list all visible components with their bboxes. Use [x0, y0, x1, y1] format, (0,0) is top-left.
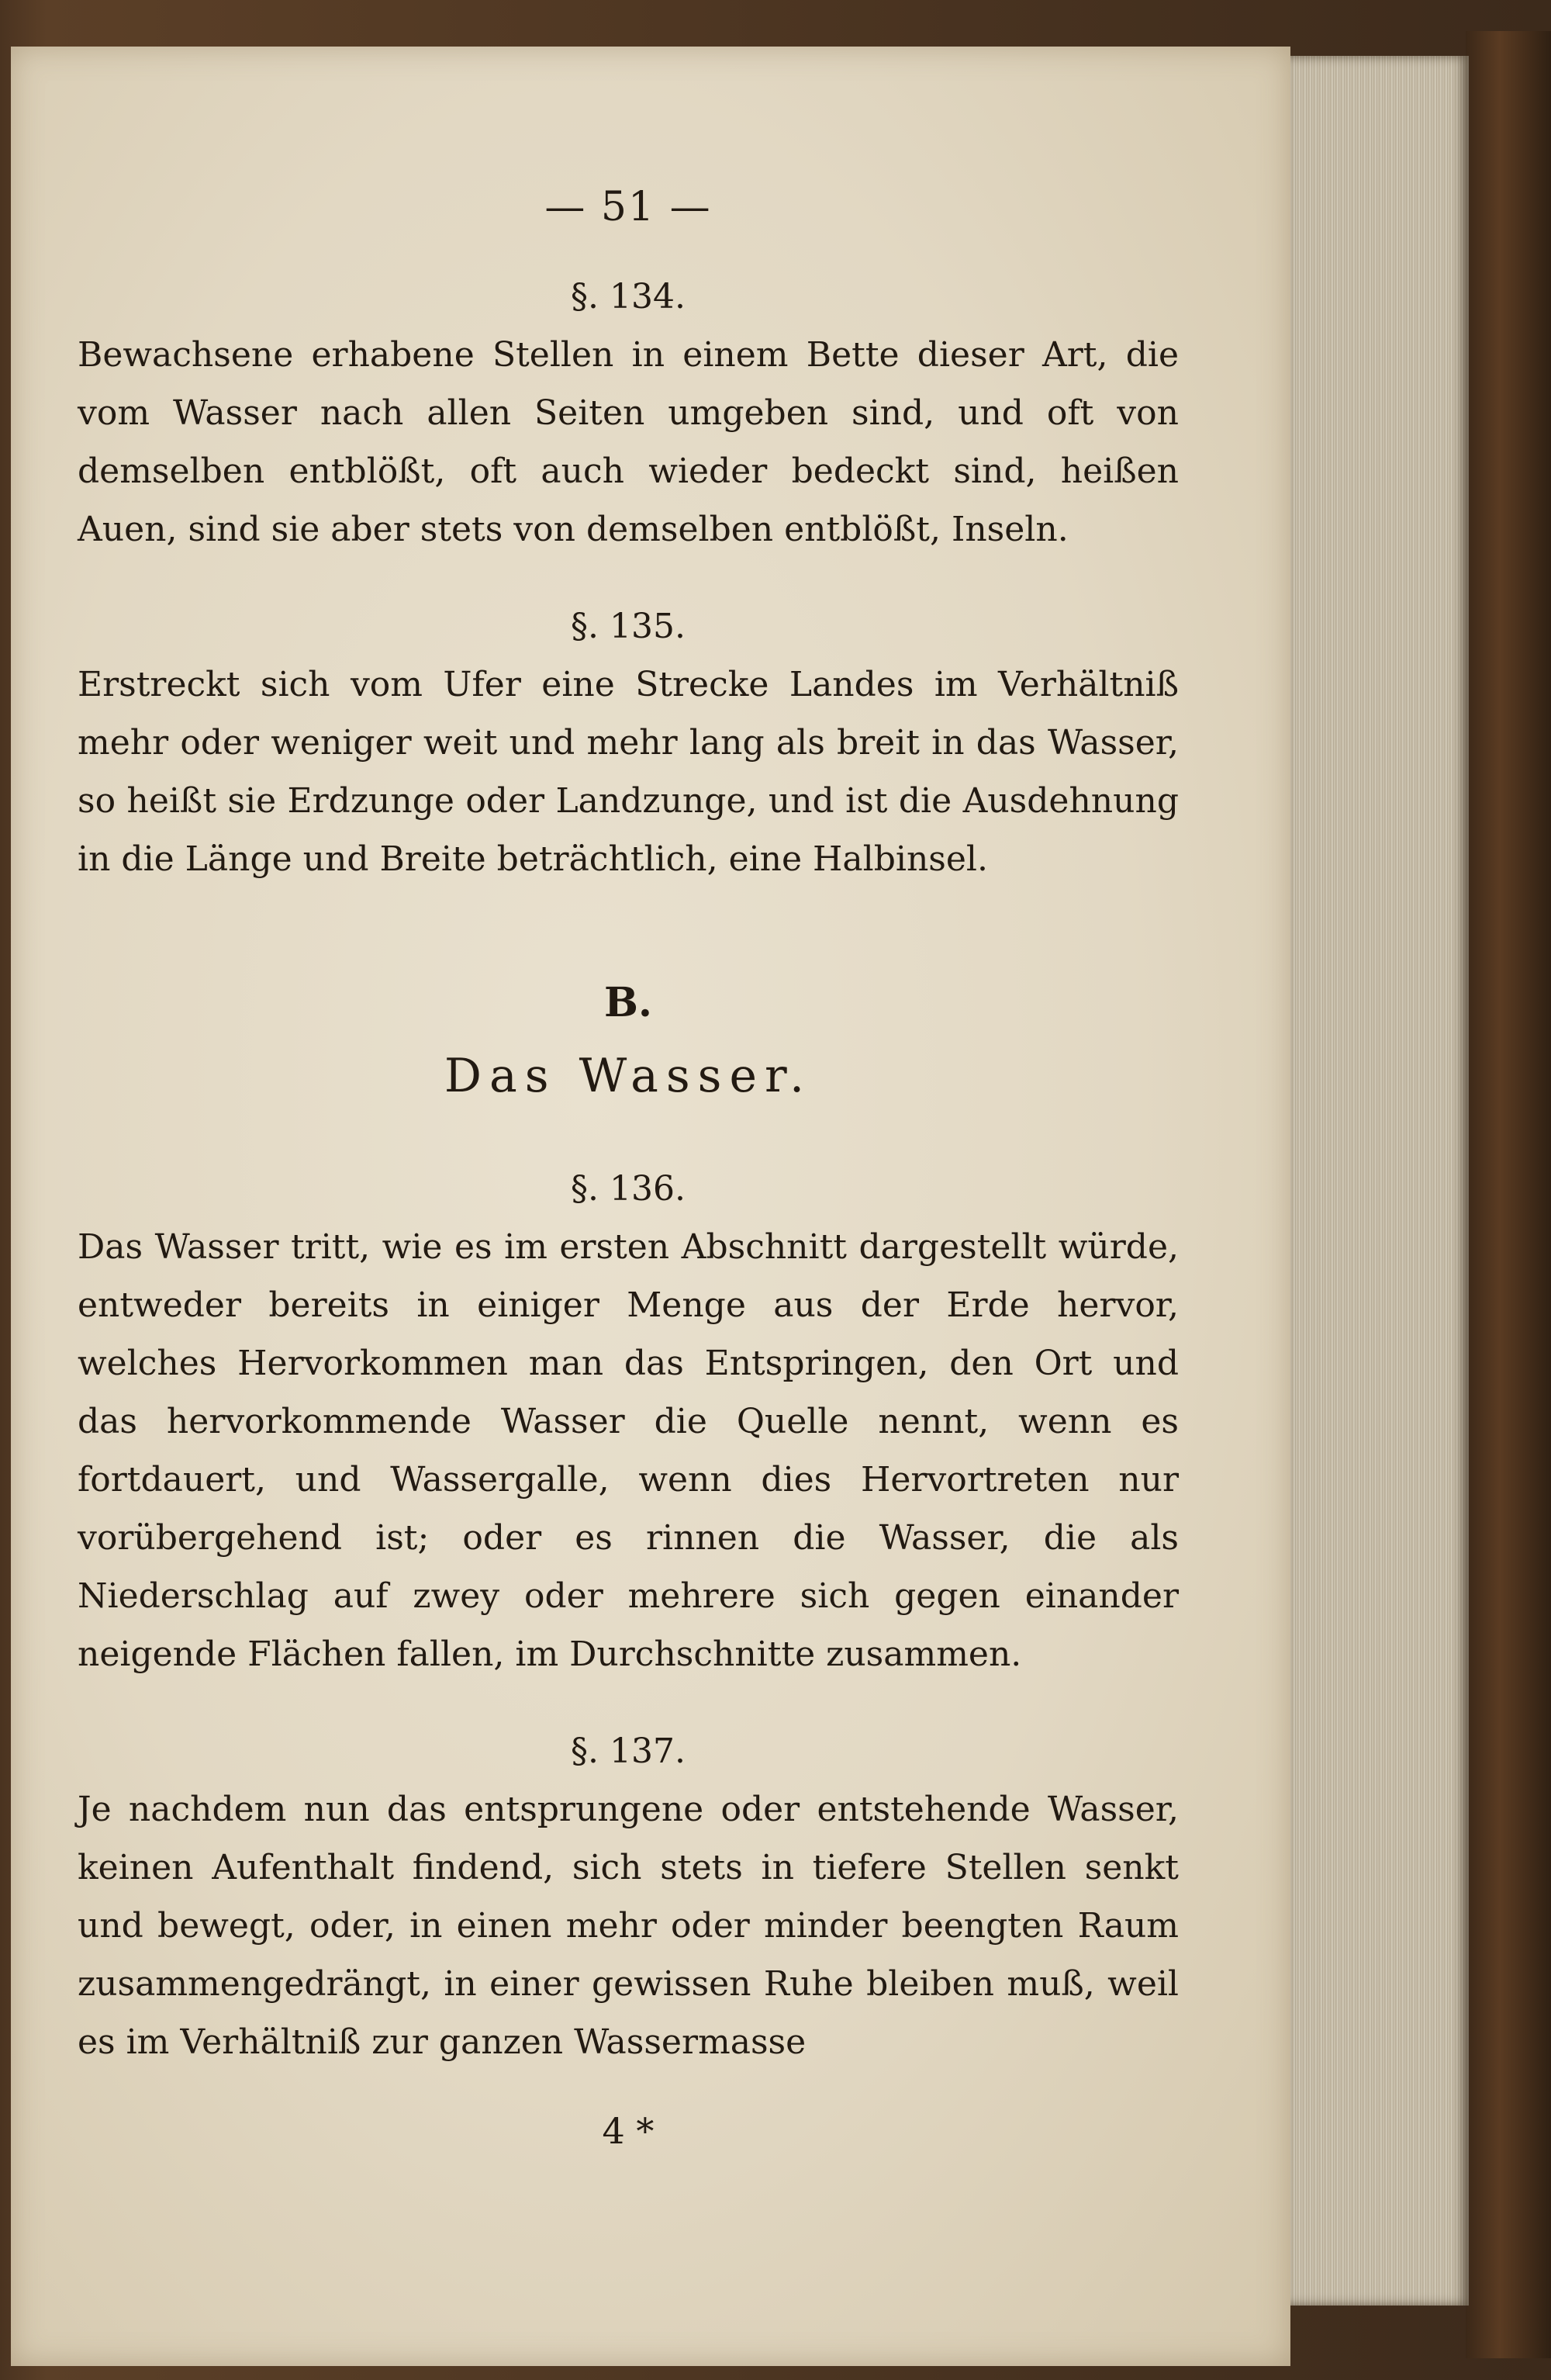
section-mark-135: §. 135.	[571, 607, 686, 646]
section-mark-137: §. 137.	[571, 1731, 686, 1771]
paragraph-136: Das Wasser tritt, wie es im ersten Abschnitt dargestellt würde, entweder bereits in einiger Menge aus der Erde hervor, welches Hervorkommen man das Entspringen, den Ort und das hervorkommende Wasser die Quelle nennt, wenn es fortdauert, und Wassergalle, wenn dies Hervortreten nur vorübergehend ist; oder es rinnen die Wasser, die als Niederschlag auf zwey oder mehrere sich gegen einander neigende Flächen fallen, im Durchschnitte zusammen.	[78, 1227, 1179, 1674]
paragraph-134: Bewachsene erhabene Stellen in einem Bette dieser Art, die vom Wasser nach allen Seiten umgeben sind, und oft von demselben entblößt, oft auch wieder bedeckt sind, heißen Auen, sind sie aber stets von demselben entblößt, Inseln.	[78, 335, 1179, 549]
section-title: Das Wasser.	[444, 1049, 813, 1103]
page-edges	[1290, 56, 1469, 2306]
book-binding	[1466, 31, 1551, 2358]
signature-mark: 4 *	[602, 2110, 655, 2152]
paragraph-137: Je nachdem nun das entsprungene oder entstehende Wasser, keinen Aufenthalt findend, sich stets in tiefere Stellen senkt und bewegt, oder, in einen mehr oder minder beengten Raum zusammengedrängt, in einer gewissen Ruhe bleiben muß, weil es im Verhältniß zur ganzen Wassermasse	[78, 1790, 1179, 2062]
section-mark-134: §. 134.	[571, 277, 686, 317]
section-letter: B.	[603, 979, 653, 1026]
page-text-block	[78, 178, 1179, 2160]
section-mark-136: §. 136.	[571, 1169, 686, 1209]
paragraph-135: Erstreckt sich vom Ufer eine Strecke Landes im Verhältniß mehr oder weniger weit und mehr lang als breit in das Wasser, so heißt sie Erdzunge oder Landzunge, und ist die Ausdehnung in die Länge und Breite beträchtlich, eine Halbinsel.	[78, 665, 1179, 879]
page-number: — 51 —	[544, 184, 712, 230]
